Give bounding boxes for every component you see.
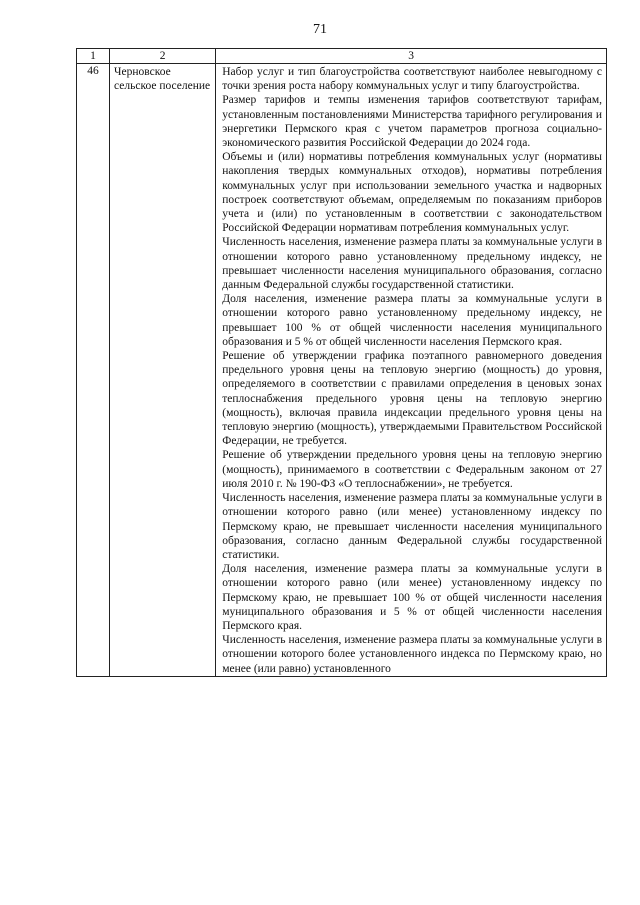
row-content <box>216 64 607 677</box>
paragraph-population-share-1: Доля населения, изменение размера платы за коммунальные услуги в отношении которого равно установленному предельному индексу, не превышает 100 % от общей численности населения муниципального образования и 5 % от общей численности населения Пермского края. <box>222 293 602 348</box>
page-number: 71 <box>313 22 327 37</box>
header-col-3: 3 <box>216 49 607 64</box>
paragraph-population-count-2: Численность населения, изменение размера платы за коммунальные услуги в отношении которого равно (или менее) установленному индексу по Пермскому краю, не превышает численности населения муниципального образования, согласно данным Федеральной службы государственной статистики. <box>222 492 602 561</box>
header-col-1: 1 <box>77 49 110 64</box>
header-col-2: 2 <box>110 49 216 64</box>
table-header-row <box>77 49 607 64</box>
paragraph-population-share-2: Доля населения, изменение размера платы за коммунальные услуги в отношении которого равно (или менее) установленному индексу по Пермскому краю, не превышает 100 % от общей численности населения муниципального образования и 5 % от общей численности населения Пермского края. <box>222 563 602 632</box>
municipality-name: Черновское сельское поселение <box>110 64 216 677</box>
paragraph-services: Набор услуг и тип благоустройства соответствуют наиболее невыгодному с точки зрения роста набору коммунальных услуг и типу благоустройства. <box>222 66 602 93</box>
paragraph-heat-schedule: Решение об утверждении графика поэтапного равномерного доведения предельного уровня цены на тепловую энергию (мощность) до уровня, определяемого в соответствии с правилами определения в ценовых зонах теплоснабжения предельного уровня цены на тепловую энергию (мощность), включая правила индексации предельного уровня цены на тепловую энергию (мощность), утверждаемыми Правительством Российской Федерации, не требуется. <box>222 350 602 448</box>
row-number: 46 <box>77 64 110 677</box>
paragraph-tariffs: Размер тарифов и темпы изменения тарифов соответствуют тарифам, установленным постановлениями Министерства тарифного регулирования и энергетики Пермского края с учетом параметров прогноза социально-экономического развития Российской Федерации до 2024 года. <box>222 94 602 150</box>
paragraph-heat-price-limit: Решение об утверждении предельного уровня цены на тепловую энергию (мощность), принимаемого в соответствии с Федеральным законом от 27 июля 2010 г. № 190-ФЗ «О теплоснабжении», не требуется. <box>222 449 602 490</box>
paragraph-population-count-3: Численность населения, изменение размера платы за коммунальные услуги в отношении которого более установленного индекса по Пермскому краю, но менее (или равно) установленного <box>222 634 602 675</box>
paragraph-population-count-1: Численность населения, изменение размера платы за коммунальные услуги в отношении которого равно установленному предельному индексу, не превышает численности населения муниципального образования, согласно данным Федеральной службы государственной статистики. <box>222 236 602 292</box>
paragraph-consumption: Объемы и (или) нормативы потребления коммунальных услуг (нормативы накопления твердых коммунальных отходов), нормативы потребления коммунальных услуг при использовании земельного участка и надворных построек соответствуют объемам, определяемым по показаниям приборов учета и (или) по установленным в соответствии с законодательством Российской Федерации нормативам потребления коммунальных услуг. <box>222 151 602 235</box>
table-row <box>77 64 607 677</box>
tariff-table <box>76 48 607 677</box>
